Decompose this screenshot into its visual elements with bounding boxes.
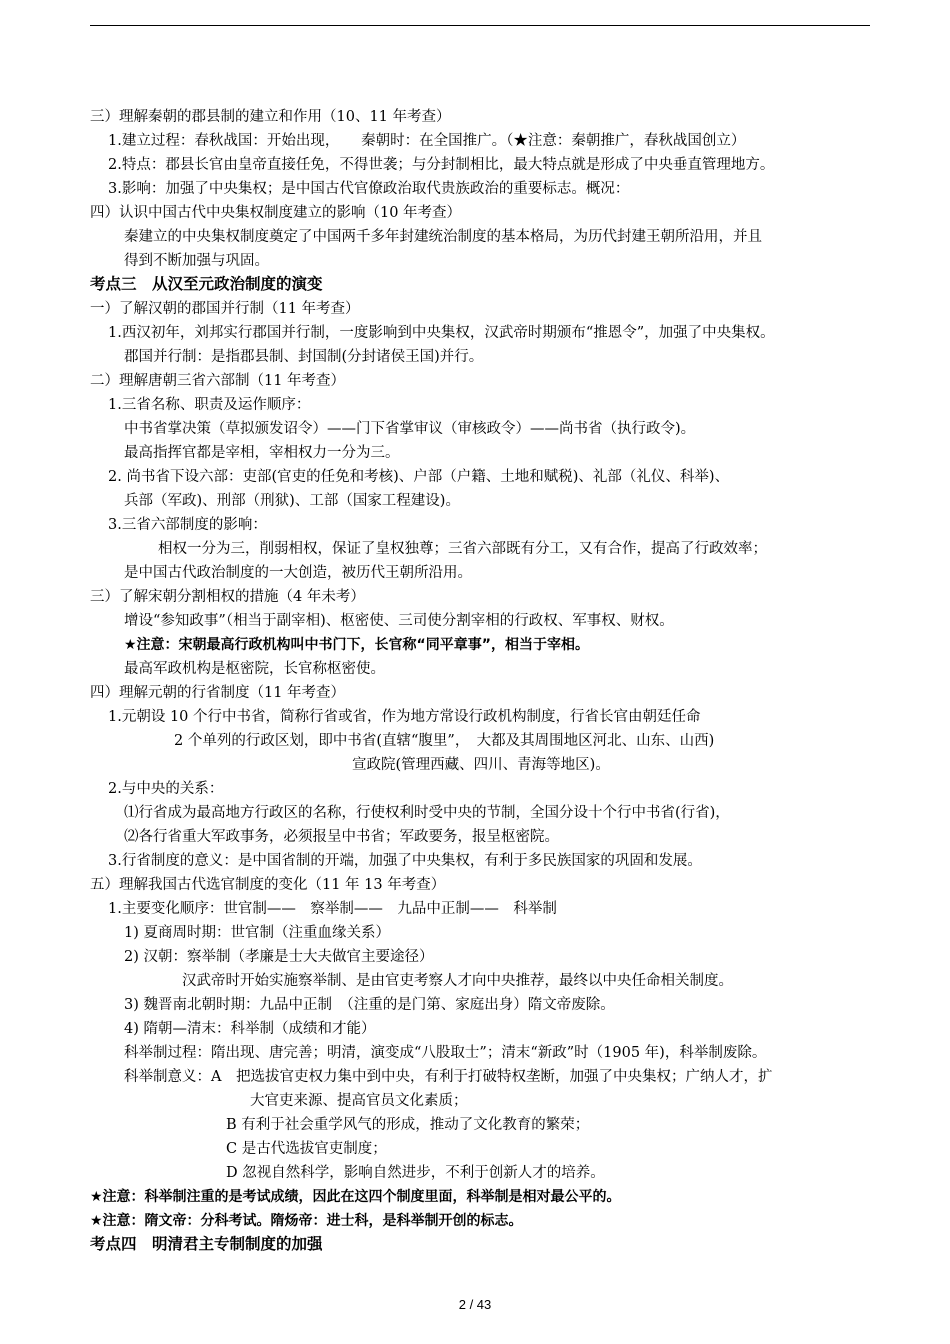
section-heading: 一）了解汉朝的郡国并行制（11 年考查） [90,301,360,317]
text-line: 1.元朝设 10 个行中书省，简称行省或省，作为地方常设行政机构制度，行省长官由朝廷任命 [108,709,701,725]
text-line: 2.特点：郡县长官由皇帝直接任免，不得世袭；与分封制相比，最大特点就是形成了中央垂直管理地方。 [108,157,775,173]
text-line: 相权一分为三，削弱相权，保证了皇权独尊；三省六部既有分工，又有合作，提高了行政效率； [158,541,767,557]
text-line: 科举制过程：隋出现、唐完善；明清，演变成“八股取士”；清末“新政”时（1905 年)，科举制废除。 [124,1045,767,1061]
section-heading: 四）理解元朝的行省制度（11 年考查） [90,685,346,701]
text-line: 郡国并行制：是指郡县制、封国制(分封诸侯王国)并行。 [124,349,484,365]
text-line: B 有利于社会重学风气的形成，推动了文化教育的繁荣； [226,1117,590,1133]
text-line: 增设“参知政事”（相当于副宰相)、枢密使、三司使分割宰相的行政权、军事权、财权。 [124,613,674,629]
text-line: 中书省掌决策（草拟颁发诏令）——门下省掌审议（审核政令）——尚书省（执行政令)。 [124,421,696,437]
section-heading: 五）理解我国古代选官制度的变化（11 年 13 年考查） [90,877,446,893]
text-line: 最高指挥官都是宰相，宰相权力一分为三。 [124,445,400,461]
text-line: 3) 魏晋南北朝时期：九品中正制 （注重的是门第、家庭出身）隋文帝废除。 [124,997,615,1013]
text-line: 是中国古代政治制度的一大创造，被历代王朝所沿用。 [124,565,472,581]
text-line: 秦建立的中央集权制度奠定了中国两千多年封建统治制度的基本格局，为历代封建王朝所沿用，并且 [124,229,762,245]
text-line: 3.影响：加强了中央集权；是中国古代官僚政治取代贵族政治的重要标志。概况： [108,181,630,197]
section-heading: 二）理解唐朝三省六部制（11 年考查） [90,373,346,389]
text-line: 1.西汉初年，刘邦实行郡国并行制，一度影响到中央集权，汉武帝时期颁布“推恩令”，加强了中央集权。 [108,325,775,341]
text-line: 3.三省六部制度的影响： [108,517,267,533]
text-line: 宣政院(管理西藏、四川、青海等地区)。 [352,757,610,773]
text-line: 1.建立过程：春秋战国：开始出现， 秦朝时：在全国推广。（★注意：秦朝推广，春秋战国创立） [108,133,746,149]
text-line: 3.行省制度的意义：是中国省制的开端，加强了中央集权，有利于多民族国家的巩固和发展。 [108,853,702,869]
text-line: 1.三省名称、职责及运作顺序： [108,397,311,413]
text-line: 得到不断加强与巩固。 [124,253,269,269]
text-line: D 忽视自然科学，影响自然进步，不利于创新人才的培养。 [226,1165,605,1181]
text-line: 2. 尚书省下设六部：吏部(官吏的任免和考核)、户部（户籍、土地和赋税)、礼部（礼仪、科举)、 [108,469,730,485]
topic-heading: 考点四 明清君主专制制度的加强 [90,1235,323,1253]
text-line: 2) 汉朝：察举制（孝廉是士大夫做官主要途径） [124,949,434,965]
note-line: ★注意：科举制注重的是考试成绩，因此在这四个制度里面，科举制是相对最公平的。 [90,1189,621,1205]
text-line: 科举制意义：A 把选拔官吏权力集中到中央，有利于打破特权垄断，加强了中央集权；广纳人才，扩 [124,1069,773,1085]
text-line: 4) 隋朝—清末：科举制（成绩和才能） [124,1021,376,1037]
topic-heading: 考点三 从汉至元政治制度的演变 [90,275,323,293]
header-rule [90,25,870,26]
text-line: 1) 夏商周时期：世官制（注重血缘关系） [124,925,390,941]
section-heading: 三）理解秦朝的郡县制的建立和作用（10、11 年考查） [90,109,451,125]
note-line: ★注意：隋文帝：分科考试。隋炀帝：进士科，是科举制开创的标志。 [90,1213,523,1229]
text-line: 2.与中央的关系： [108,781,224,797]
text-line: 大官吏来源、提高官员文化素质； [250,1093,468,1109]
section-heading: 三）了解宋朝分割相权的措施（4 年未考） [90,589,365,605]
text-line: 最高军政机构是枢密院，长官称枢密使。 [124,661,385,677]
text-line: ⑴行省成为最高地方行政区的名称，行使权利时受中央的节制，全国分设十个行中书省(行省)， [124,805,730,821]
note-line: ★注意：宋朝最高行政机构叫中书门下，长官称“同平章事”，相当于宰相。 [124,637,589,653]
text-line: C 是古代选拔官吏制度； [226,1141,387,1157]
text-line: ⑵各行省重大军政事务，必须报呈中书省；军政要务，报呈枢密院。 [124,829,559,845]
text-line: 兵部（军政)、刑部（刑狱)、工部（国家工程建设)。 [124,493,460,509]
section-heading: 四）认识中国古代中央集权制度建立的影响（10 年考查） [90,205,462,221]
text-line: 2 个单列的行政区划，即中书省(直辖“腹里”， 大都及其周围地区河北、山东、山西) [174,733,715,749]
page-number: 2 / 43 [458,1297,492,1312]
text-line: 汉武帝时开始实施察举制、是由官吏考察人才向中央推荐，最终以中央任命相关制度。 [182,973,733,989]
text-line: 1.主要变化顺序：世官制—— 察举制—— 九品中正制—— 科举制 [108,901,557,917]
